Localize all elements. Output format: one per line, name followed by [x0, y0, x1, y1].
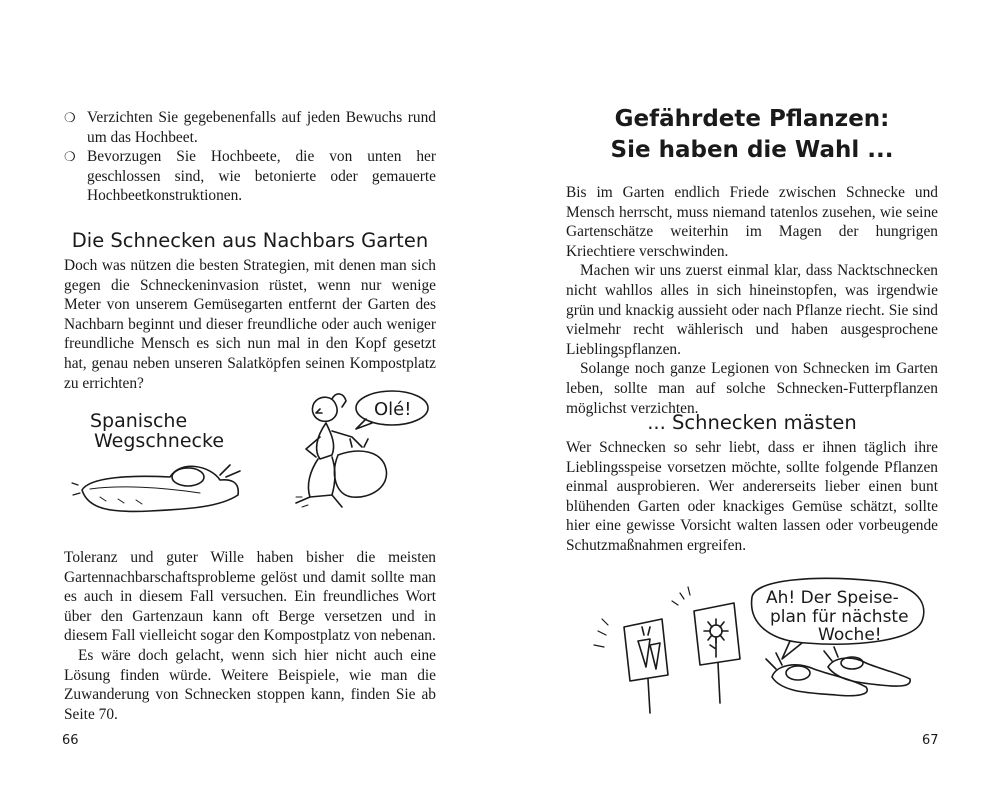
bullet-list [64, 108, 436, 206]
slug-gardener-illustration [70, 385, 440, 525]
paragraph: Machen wir uns zuerst einmal klar, dass Nacktschnecken nicht wahllos alles in sich hineinstopfen, was irgendwie grün und knackig aussieht oder nach Pflanze riecht. Sie sind vielmehr recht wählerisch und haben ausgesprochene Lieblingspflanzen. [566, 262, 938, 358]
carrot-sign-icon [624, 619, 668, 681]
page-title-line2: Sie haben die Wahl ... [610, 137, 894, 163]
illustration-label-line1: Spanische [90, 410, 188, 432]
slug-icon [82, 466, 238, 511]
circle-bullet-icon: ❍ [64, 149, 76, 165]
page-number: 67 [922, 733, 939, 748]
paragraph: Bis im Garten endlich Friede zwischen Schnecke und Mensch herrscht, muss niemand tatenlos zusehen, wie seine Gartenschätze weiterhin im Magen der hungrigen Kriechtiere verschwinden. [566, 184, 938, 260]
bullet-list-block [64, 108, 436, 206]
paragraph: Solange noch ganze Legionen von Schnecken im Garten leben, sollte man auf solche Schnecken-Futterpflanzen möglichst verzichten. [566, 360, 938, 417]
page-title-line1: Gefährdete Pflanzen: [614, 106, 890, 132]
list-item [64, 108, 436, 147]
section-heading: ... Schnecken mästen [647, 411, 857, 434]
page-number: 66 [62, 733, 79, 748]
section-heading: Die Schnecken aus Nachbars Garten [71, 229, 429, 252]
list-item [64, 147, 436, 206]
speech-text-line1: Ah! Der Speise- [766, 588, 899, 608]
list-item-text: Verzichten Sie gegebenenfalls auf jeden Bewuchs rund um das Hochbeet. [87, 109, 436, 146]
paragraph: Es wäre doch gelacht, wenn sich hier nicht auch eine Lösung finden würde. Weitere Beispiele, wie man die Zuwanderung von Schnecken stoppen kann, finden Sie ab Seite 70. [64, 646, 436, 723]
speech-text-line3: Woche! [818, 625, 882, 645]
gardener-icon [312, 397, 337, 421]
speech-text-line2: plan für nächste [770, 607, 909, 627]
paragraph: Wer Schnecken so sehr liebt, dass er ihnen täglich ihre Lieblingsspeise vorsetzen möchte, sollte folgende Pflanzen einmal ausprobieren. Wer andererseits lieber einen bunt blühenden Garten oder knackiges Gemüse schätzt, sollte hier eine gewisse Vorsicht walten lassen oder vorbeugende Schutzmaßnahmen ergreifen. [566, 439, 938, 554]
circle-bullet-icon: ❍ [64, 110, 76, 125]
text-block [64, 256, 436, 393]
slugs-seed-packets-illustration [576, 575, 936, 715]
right-page [500, 0, 1000, 800]
paragraph: Doch was nützen die besten Strategien, mit denen man sich gegen die Schneckeninvasion rüstet, wenn nur wenige Meter von unserem Gemüsegarten entfernt der Garten des Nachbarn beginnt und dieser freundliche oder auch weniger freundliche Mensch es sich nun mal in den Kopf gesetzt hat, genau neben unseren Salatköpfen seinen Kompostplatz zu errichten? [64, 257, 436, 392]
page-title [566, 104, 938, 166]
flower-sign-icon [694, 603, 740, 665]
list-item-text: Bevorzugen Sie Hochbeete, die von unten her geschlossen sind, wie betonierte oder gemauerte Hochbeetkonstruktionen. [87, 148, 436, 205]
text-block [566, 183, 938, 418]
paragraph: Toleranz und guter Wille haben bisher die meisten Gartennachbarschaftsprobleme gelöst und damit sollte man es auch in diesem Fall versuchen. Ein freundliches Wort über den Gartenzaun kann oft Berge versetzen und in diesem Fall vielleicht sogar den Kompostplatz von nebenan. [64, 549, 436, 645]
speech-text: Olé! [374, 399, 412, 420]
illustration-label-line2: Wegschnecke [94, 430, 225, 452]
text-block [64, 548, 436, 724]
text-block [566, 438, 938, 556]
